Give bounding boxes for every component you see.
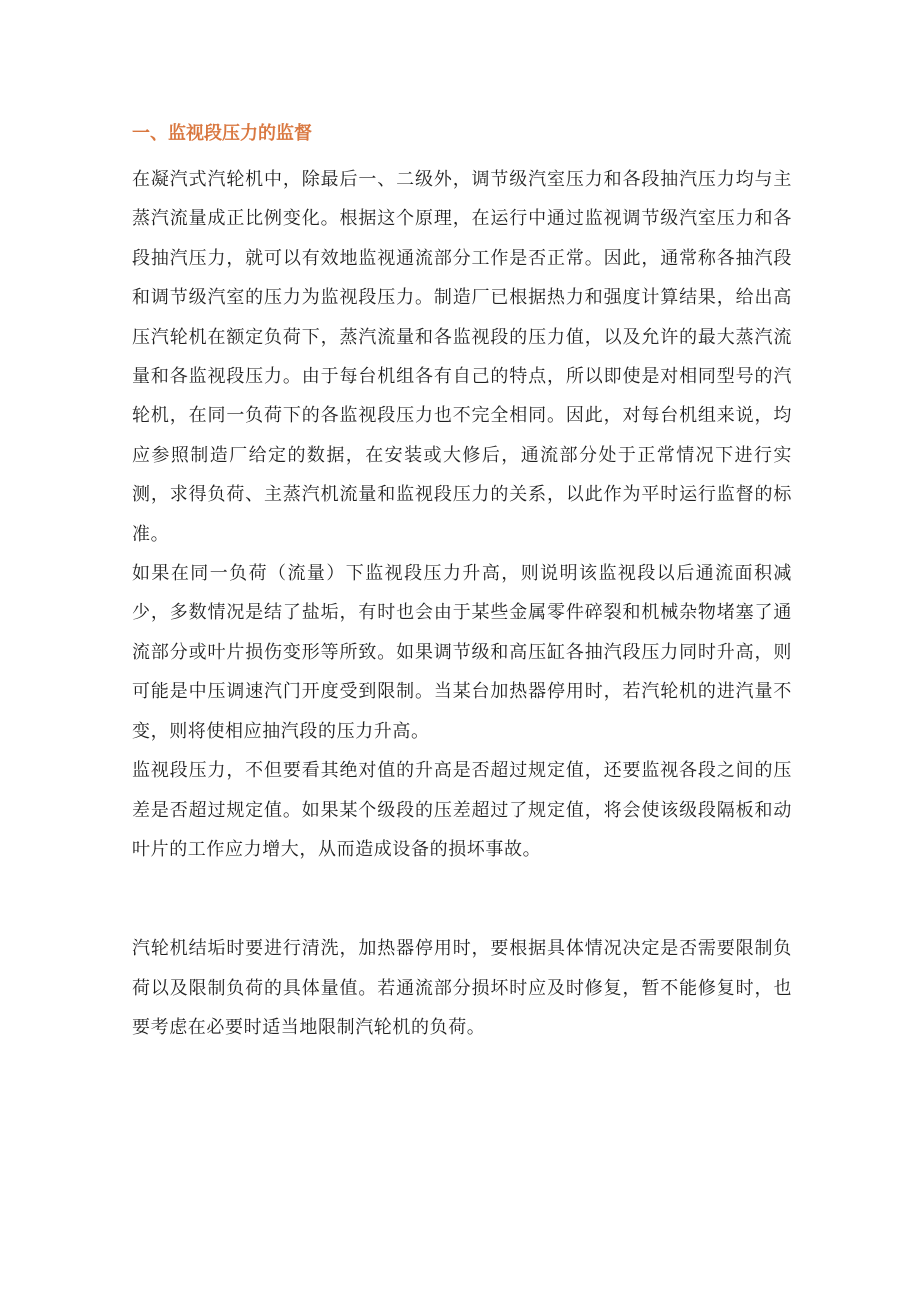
paragraph-monitoring-principle: 在凝汽式汽轮机中，除最后一、二级外，调节级汽室压力和各段抽汽压力均与主蒸汽流量成正比例变化。根据这个原理，在运行中通过监视调节级汽室压力和各段抽汽压力，就可以有效地监视通流部分工作是否正常。因此，通常称各抽汽段和调节级汽室的压力为监视段压力。制造厂已根据热力和强度计算结果，给出高压汽轮机在额定负荷下，蒸汽流量和各监视段的压力值，以及允许的最大蒸汽流量和各监视段压力。由于每台机组各有自己的特点，所以即使是对相同型号的汽轮机，在同一负荷下的各监视段压力也不完全相同。因此，对每台机组来说，均应参照制造厂给定的数据，在安装或大修后，通流部分处于正常情况下进行实测，求得负荷、主蒸汽机流量和监视段压力的关系，以此作为平时运行监督的标准。 (132, 169, 792, 545)
document-page (132, 116, 792, 1048)
paragraph-cleaning-and-repair: 汽轮机结垢时要进行清洗，加热器停用时，要根据具体情况决定是否需要限制负荷以及限制负荷的具体量值。若通流部分损坏时应及时修复，暂不能修复时，也要考虑在必要时适当地限制汽轮机的负荷。 (132, 938, 792, 1039)
paragraph-pressure-difference: 监视段压力，不但要看其绝对值的升高是否超过规定值，还要监视各段之间的压差是否超过规定值。如果某个级段的压差超过了规定值，将会使该级段隔板和动叶片的工作应力增大，从而造成设备的损坏事故。 (132, 760, 792, 860)
paragraph-pressure-rise: 如果在同一负荷（流量）下监视段压力升高，则说明该监视段以后通流面积减少，多数情况是结了盐垢，有时也会由于某些金属零件碎裂和机械杂物堵塞了通流部分或叶片损伤变形等所致。如果调节级和高压缸各抽汽段压力同时升高，则可能是中压调速汽门开度受到限制。当某台加热器停用时，若汽轮机的进汽量不变，则将使相应抽汽段的压力升高。 (132, 563, 792, 742)
paragraph-spacer (132, 869, 792, 929)
section-heading: 一、监视段压力的监督 (132, 123, 312, 144)
